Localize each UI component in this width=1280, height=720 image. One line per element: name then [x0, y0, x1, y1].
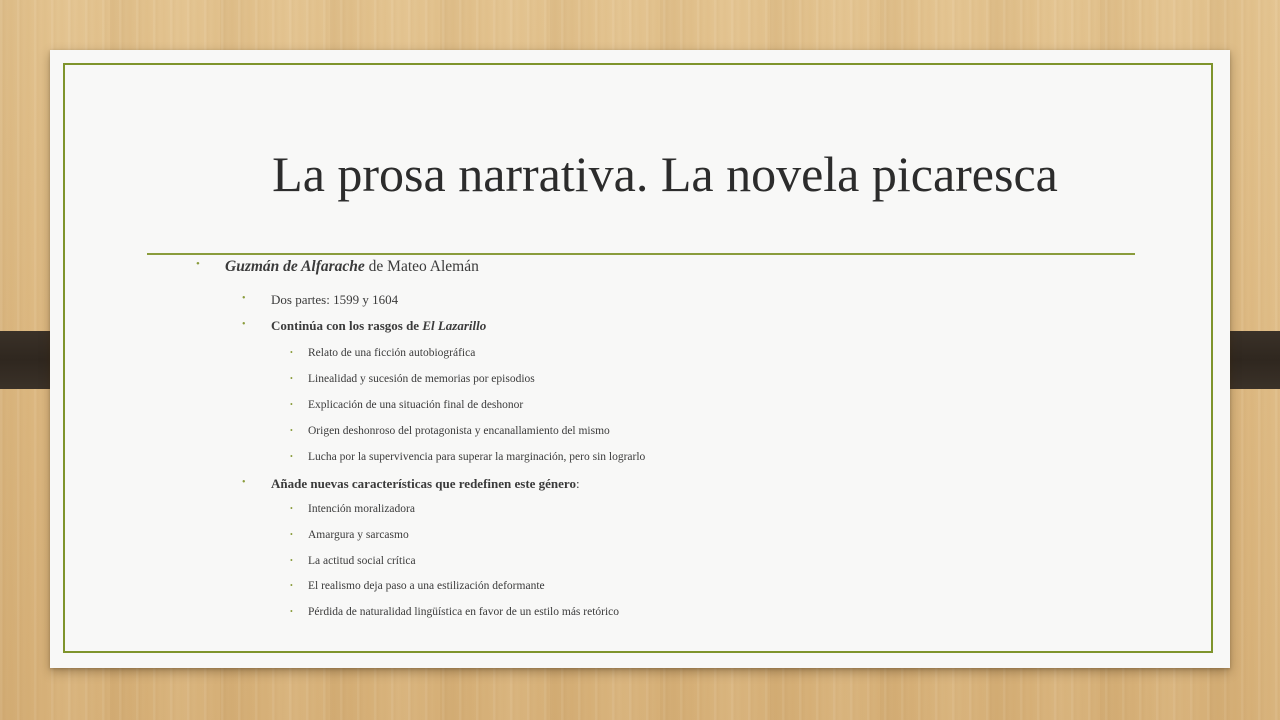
bullet-item-level-3 [308, 503, 415, 515]
bullet-item-level-3 [308, 425, 610, 437]
bullet-item-level-2 [271, 476, 580, 492]
bullet-item-level-3 [308, 606, 619, 618]
bullet-marker: • [242, 319, 246, 330]
bullet-item-level-3 [308, 555, 416, 567]
bullet-text-run: Dos partes: 1599 y 1604 [271, 292, 399, 307]
bullet-text-run: Pérdida de naturalidad lingüística en favor de un estilo más retórico [308, 606, 620, 618]
bullet-item-level-3 [308, 451, 645, 463]
bullet-item-level-3 [308, 347, 475, 359]
bullet-item-level-3 [308, 373, 535, 385]
bullet-marker: • [290, 452, 293, 461]
bullet-text-run: El Lazarillo [422, 318, 487, 333]
bullet-text-run: : [575, 476, 580, 491]
bullet-text-run: Añade nuevas características que redefinen este género [271, 476, 576, 491]
bullet-marker: • [242, 293, 246, 304]
bullet-marker: • [290, 348, 293, 357]
bullet-marker: • [242, 477, 246, 488]
bullet-marker: • [290, 607, 293, 616]
bullet-item-level-2 [271, 292, 398, 308]
slide-paper [50, 50, 1230, 668]
bullet-text-run: El realismo deja paso a una estilización deformante [308, 580, 545, 592]
bullet-marker: • [290, 400, 293, 409]
bullet-text-run: Linealidad y sucesión de memorias por episodios [308, 373, 535, 385]
bullet-list [50, 50, 1230, 668]
bullet-marker: • [196, 258, 200, 270]
bullet-text-run: Amargura y sarcasmo [308, 529, 409, 541]
bullet-marker: • [290, 426, 293, 435]
bullet-item-level-3 [308, 529, 409, 541]
bullet-item-level-3 [308, 399, 523, 411]
bullet-text-run: Guzmán de Alfarache [225, 258, 365, 275]
bullet-text-run: Explicación de una situación final de deshonor [308, 399, 524, 411]
bullet-item-level-2 [271, 318, 486, 334]
bullet-text-run: de Mateo Alemán [364, 258, 479, 275]
bullet-marker: • [290, 556, 293, 565]
bullet-text-run: Intención moralizadora [308, 503, 415, 515]
bullet-marker: • [290, 504, 293, 513]
bullet-marker: • [290, 581, 293, 590]
bullet-text-run: Origen deshonroso del protagonista y encanallamiento del mismo [308, 425, 610, 437]
bullet-text-run: La actitud social crítica [308, 555, 416, 567]
bullet-marker: • [290, 530, 293, 539]
bullet-text-run: Continúa con los rasgos de [271, 318, 423, 333]
bullet-marker: • [290, 374, 293, 383]
slide-title: La prosa narrativa. La novela picaresca [272, 146, 1058, 202]
bullet-item-level-1 [225, 258, 479, 276]
bullet-text-run: Relato de una ficción autobiográfica [308, 347, 476, 359]
bullet-item-level-3 [308, 580, 545, 592]
bullet-text-run: Lucha por la supervivencia para superar la marginación, pero sin lograrlo [308, 451, 646, 463]
